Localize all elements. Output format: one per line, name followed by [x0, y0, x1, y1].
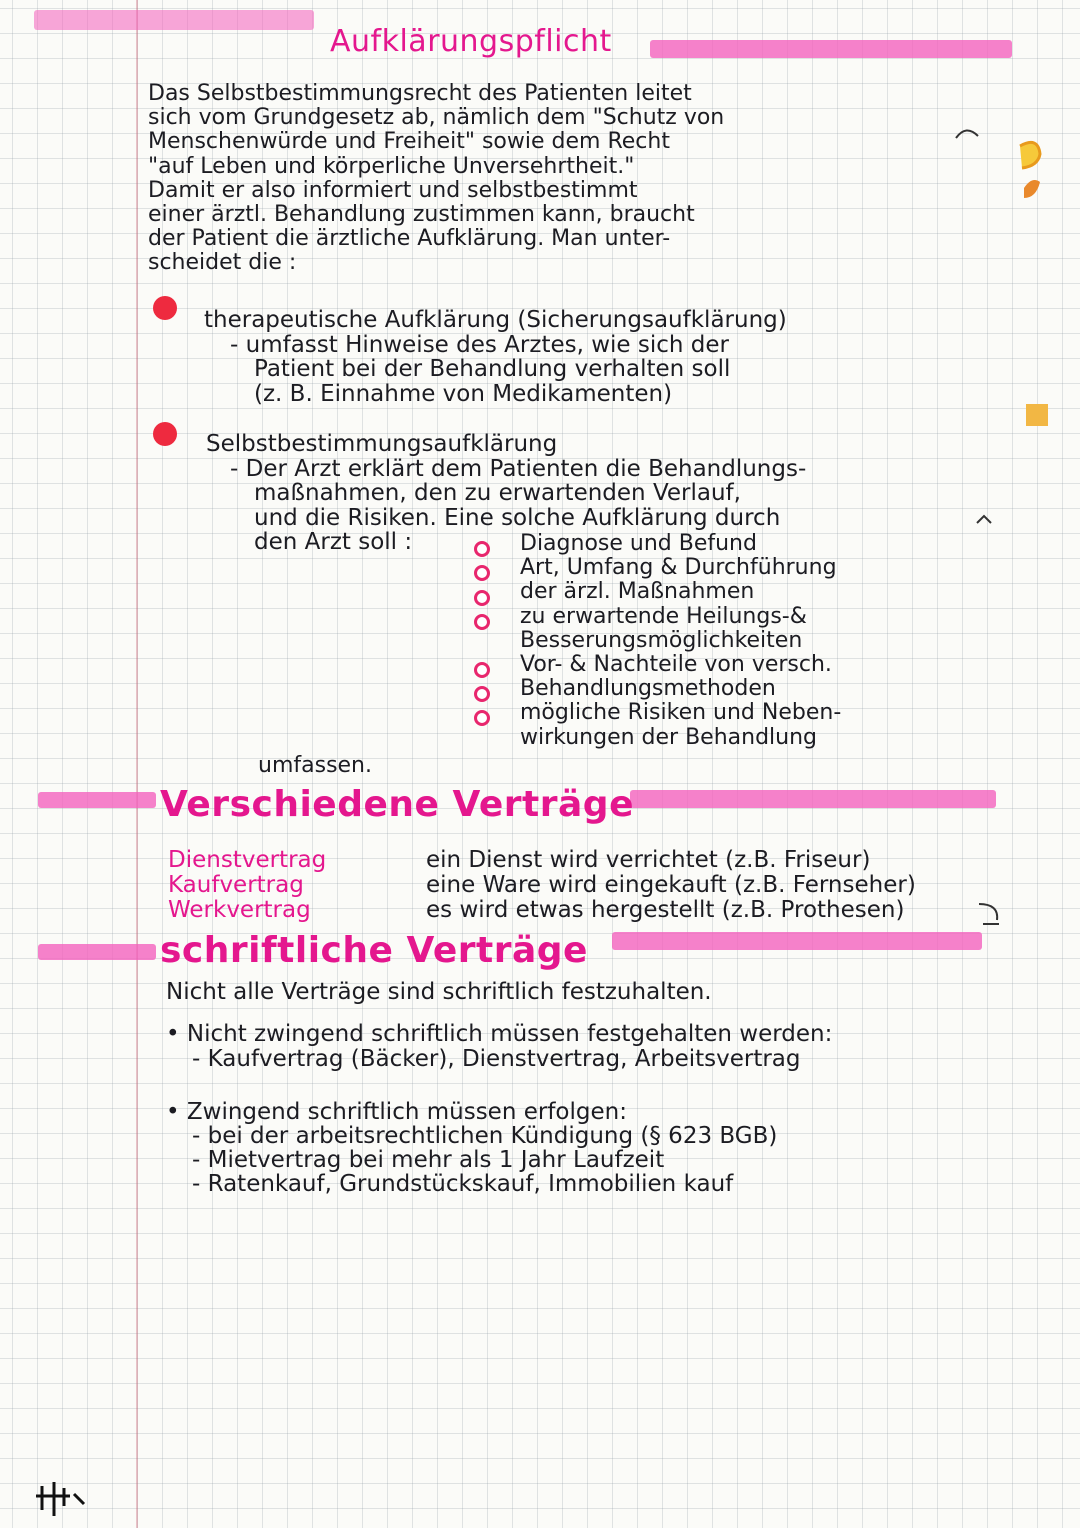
intro-line: "auf Leben und körperliche Unversehrtheit."	[148, 153, 635, 179]
item-title: therapeutische Aufklärung (Sicherungsaufklärung)	[204, 307, 787, 333]
aufklaerung-subitems	[520, 532, 841, 750]
item-line: und die Risiken. Eine solche Aufklärung durch	[254, 504, 781, 531]
intro-line: scheidet die :	[148, 250, 297, 276]
heading-highlight-right	[612, 932, 982, 950]
nonmandatory-title: • Nicht zwingend schriftlich müssen festgehalten werden:	[166, 1021, 833, 1047]
item-line: den Arzt soll :	[254, 529, 413, 555]
item-line: (z. B. Einnahme von Medikamenten)	[254, 380, 673, 407]
subitem: Art, Umfang & Durchführung der ärzl. Maßnahmen	[520, 555, 837, 605]
sub-bullet-dot	[474, 686, 490, 702]
mandatory-line: - bei der arbeitsrechtlichen Kündigung (§ 623 BGB)	[192, 1123, 778, 1149]
contract-name: Dienstvertrag	[168, 847, 327, 873]
mandatory-line: - Ratenkauf, Grundstückskauf, Immobilien kauf	[192, 1171, 734, 1197]
orange-sticker-mark	[1026, 404, 1048, 426]
contract-row	[168, 873, 916, 898]
sub-bullet-dot	[474, 565, 490, 581]
title-highlight-right	[650, 40, 1012, 58]
intro-line: Menschenwürde und Freiheit" sowie dem Recht	[148, 129, 670, 155]
margin-line	[136, 0, 138, 1528]
heading-highlight-left	[38, 944, 156, 960]
contract-desc: eine Ware wird eingekauft (z.B. Fernseher)	[426, 872, 916, 898]
intro-line: sich vom Grundgesetz ab, nämlich dem "Schutz von	[148, 105, 725, 131]
item-therapeutische-aufklaerung	[204, 308, 787, 406]
contract-name: Werkvertrag	[168, 897, 311, 923]
sub-bullet-dot	[474, 614, 490, 630]
contract-row	[168, 898, 916, 923]
written-intro: Nicht alle Verträge sind schriftlich festzuhalten.	[166, 979, 712, 1005]
contract-desc: ein Dienst wird verrichtet (z.B. Friseur)	[426, 847, 871, 873]
subitem: Vor- & Nachteile von versch. Behandlungsmethoden	[520, 652, 832, 702]
item-line: - umfasst Hinweise des Arztes, wie sich der	[230, 331, 729, 358]
heading-highlight-right	[630, 790, 996, 808]
contract-desc: es wird etwas hergestellt (z.B. Prothesen)	[426, 897, 905, 923]
heading-verschiedene-vertraege: Verschiedene Verträge	[160, 784, 634, 825]
mandatory-line: - Mietvertrag bei mehr als 1 Jahr Laufzeit	[192, 1147, 665, 1173]
contract-row	[168, 848, 916, 873]
caret-up-icon	[974, 512, 994, 526]
heading-aufklaerungspflicht: Aufklärungspflicht	[330, 24, 612, 59]
subitem: Diagnose und Befund	[520, 531, 757, 556]
item-line: Patient bei der Behandlung verhalten soll	[254, 356, 731, 382]
heading-schriftliche-vertraege: schriftliche Verträge	[160, 930, 588, 971]
intro-line: der Patient die ärztliche Aufklärung. Man unter-	[148, 226, 671, 252]
sub-bullet-dot	[474, 662, 490, 678]
item-line: maßnahmen, den zu erwartenden Verlauf,	[254, 480, 741, 506]
binder-clip-icon	[30, 1466, 90, 1526]
intro-line: Das Selbstbestimmungsrecht des Patienten leitet	[148, 81, 692, 106]
subitem: zu erwartende Heilungs-& Besserungsmöglichkeiten	[520, 603, 807, 653]
heading-highlight-left	[38, 792, 156, 808]
arc-icon	[952, 122, 982, 142]
item-closing: umfassen.	[258, 753, 372, 778]
item-line: - Der Arzt erklärt dem Patienten die Behandlungs-	[230, 455, 807, 482]
intro-line: Damit er also informiert und selbstbestimmt	[148, 177, 638, 203]
item-title: Selbstbestimmungsaufklärung	[206, 431, 558, 457]
nonmandatory-line: - Kaufvertrag (Bäcker), Dienstvertrag, Arbeitsvertrag	[192, 1046, 801, 1072]
contract-types	[168, 848, 916, 923]
sub-bullet-dot	[474, 541, 490, 557]
bullet-dot	[153, 422, 177, 446]
title-highlight-left	[34, 10, 314, 30]
sub-bullet-dot	[474, 590, 490, 606]
intro-paragraph	[148, 82, 724, 276]
contract-name: Kaufvertrag	[168, 872, 304, 898]
subitem: mögliche Risiken und Neben- wirkungen der Behandlung	[520, 700, 842, 750]
bullet-dot	[153, 296, 177, 320]
yellow-sticker-mark	[1014, 136, 1044, 206]
sub-bullet-dot	[474, 710, 490, 726]
corner-arrow-icon	[975, 898, 1005, 934]
mandatory-title: • Zwingend schriftlich müssen erfolgen:	[166, 1099, 627, 1125]
intro-line: einer ärztl. Behandlung zustimmen kann, braucht	[148, 202, 695, 228]
